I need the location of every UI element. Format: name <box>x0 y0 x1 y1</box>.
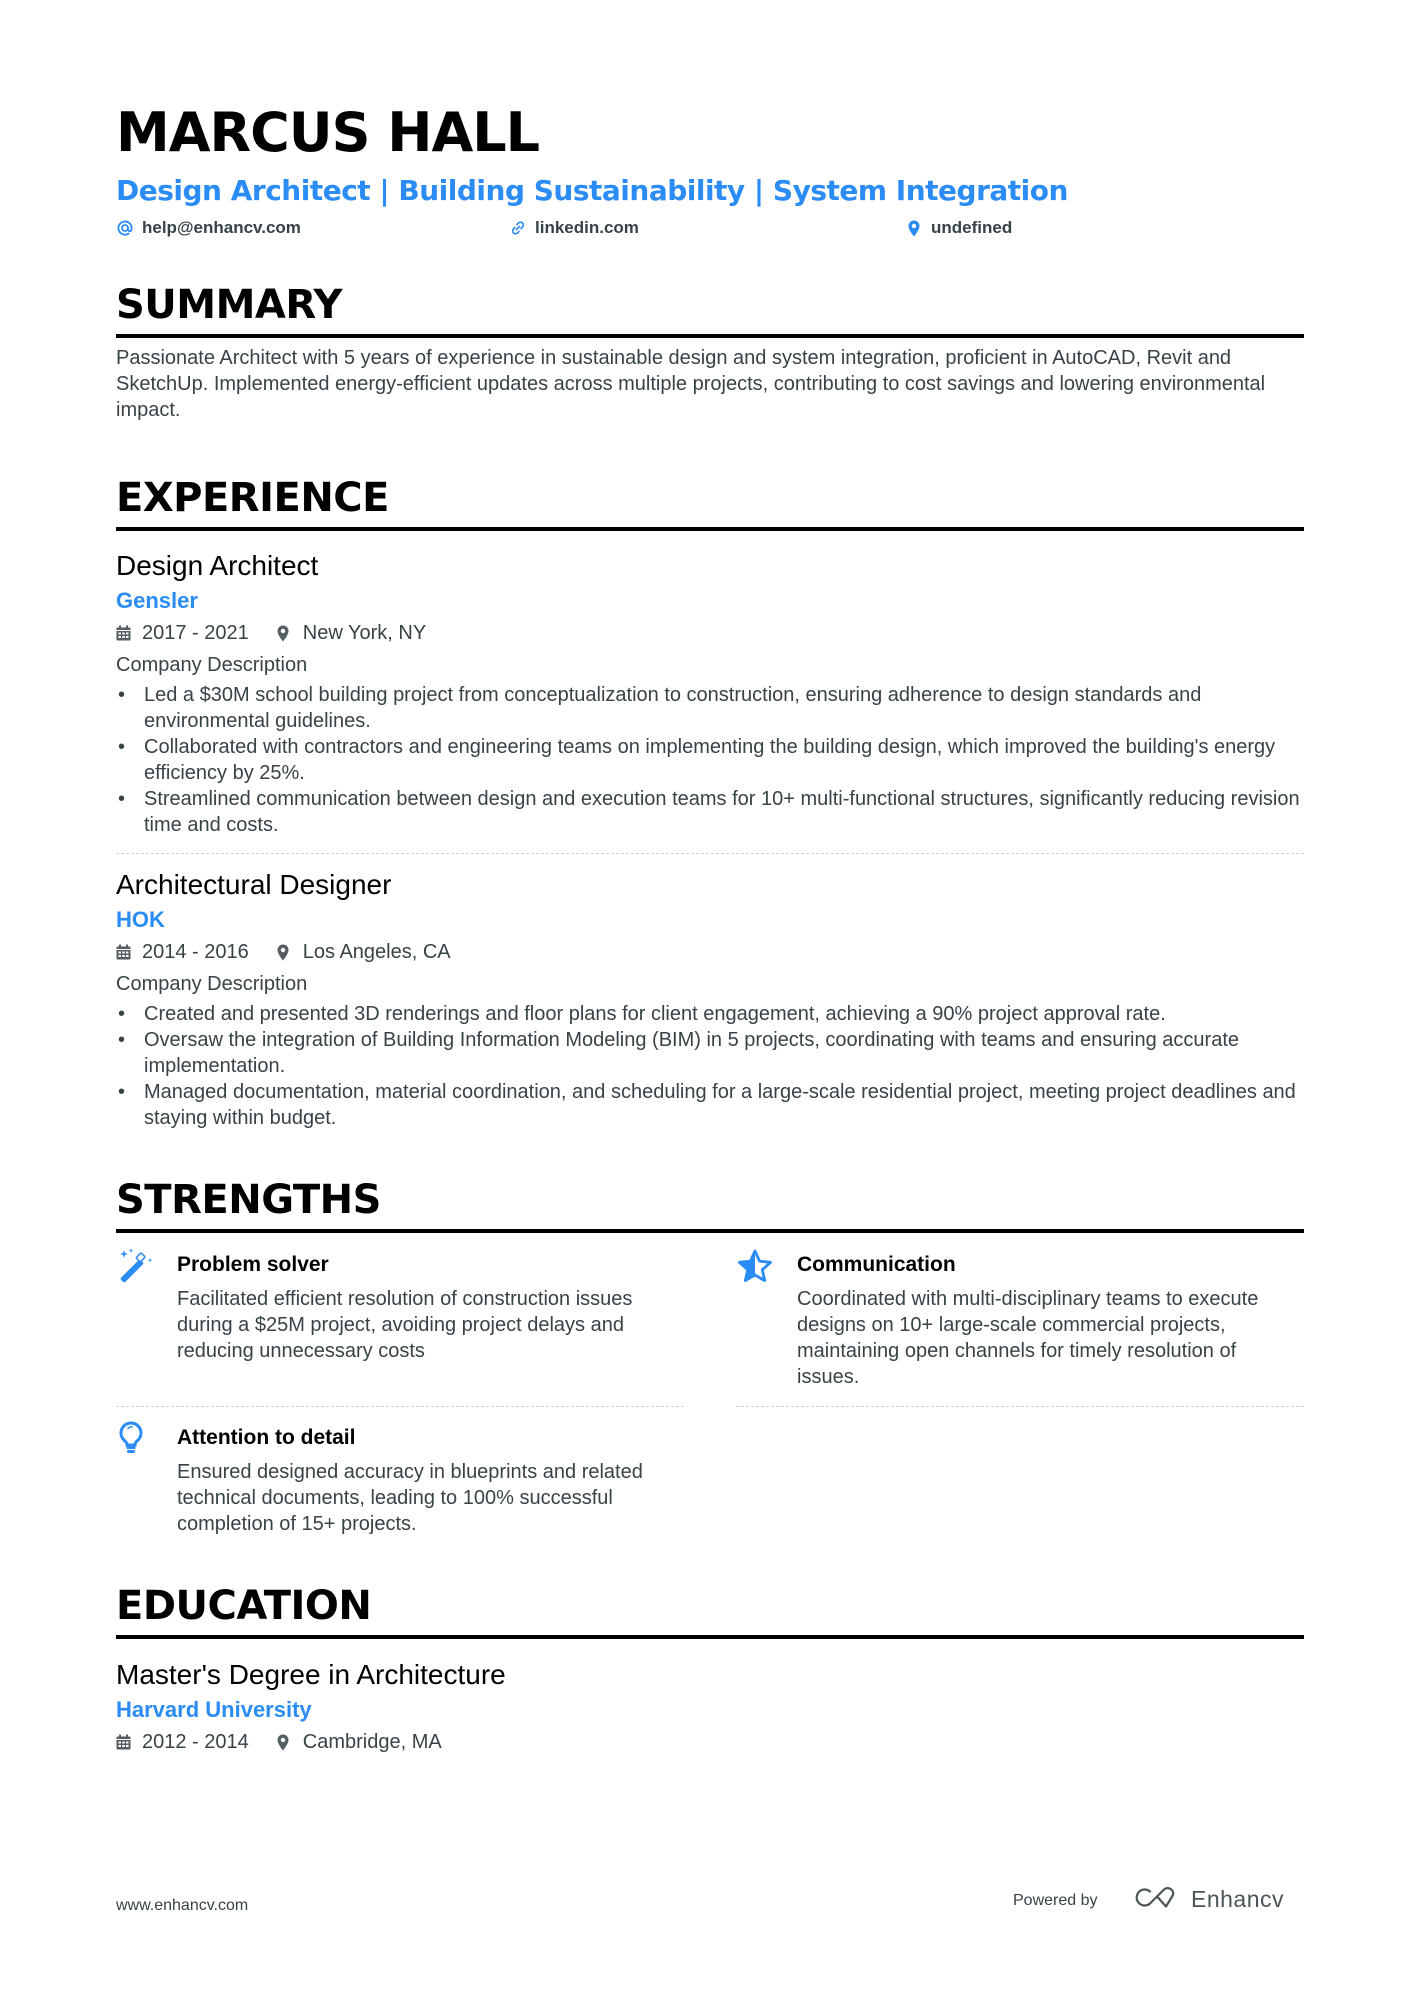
school-name[interactable]: Harvard University <box>116 1697 312 1722</box>
job-location: Los Angeles, CA <box>302 941 451 963</box>
job-meta <box>116 618 1304 648</box>
section-title: STRENGTHS <box>116 1177 381 1223</box>
candidate-name: MARCUS HALL <box>116 101 540 164</box>
bullet-item: • Led a $30M school building project from conceptualization to construction, ensuring adherence to design standards and environmental guidelines. <box>118 684 1202 732</box>
section-title: SUMMARY <box>116 282 342 328</box>
section-rule <box>116 334 1304 338</box>
strength-divider <box>736 1406 1304 1407</box>
contact-location-text: undefined <box>931 218 1013 237</box>
location-pin-icon <box>277 1733 293 1751</box>
calendar-icon <box>116 1733 132 1751</box>
degree-title: Master's Degree in Architecture <box>116 1659 506 1690</box>
job-bullets <box>116 1001 1304 1131</box>
enhancv-logo[interactable] <box>1133 1884 1284 1915</box>
experience-entry <box>116 867 1304 1131</box>
link-icon <box>509 219 527 237</box>
job-dates: 2014 - 2016 <box>142 941 249 963</box>
calendar-icon <box>116 624 132 642</box>
section-title: EXPERIENCE <box>116 475 389 521</box>
bullet-item: • Collaborated with contractors and engineering teams on implementing the building design, which improved the building's energy efficiency by 25%. <box>118 736 1276 784</box>
contact-bar <box>116 218 1304 242</box>
strength-title: Problem solver <box>177 1253 329 1276</box>
at-icon <box>116 219 134 237</box>
job-title: Design Architect <box>116 550 319 581</box>
job-location: New York, NY <box>302 622 427 644</box>
education-meta <box>116 1727 1304 1757</box>
section-rule <box>116 527 1304 531</box>
strength-divider <box>116 1406 684 1407</box>
star-half-icon <box>736 1248 776 1288</box>
enhancv-logo-icon <box>1133 1884 1179 1915</box>
section-strengths-header <box>116 1175 1304 1233</box>
location-pin-icon <box>277 624 293 642</box>
bullet-item: • Managed documentation, material coordination, and scheduling for a large-scale residential project, meeting project deadlines and staying within budget. <box>118 1081 1296 1129</box>
summary-text: Passionate Architect with 5 years of experience in sustainable design and system integration, proficient in AutoCAD, Revit and SketchUp. Implemented energy-efficient updates across multiple projects, contributing to cost savings and lowering environmental impact. <box>116 347 1266 421</box>
section-title: EDUCATION <box>116 1583 372 1629</box>
section-education-header <box>116 1581 1304 1639</box>
lightbulb-icon <box>116 1421 156 1461</box>
job-bullets <box>116 682 1304 838</box>
education-entry <box>116 1657 1304 1757</box>
candidate-headline: Design Architect | Building Sustainability | System Integration <box>116 174 1068 207</box>
company-name[interactable]: Gensler <box>116 588 198 613</box>
strength-description: Ensured designed accuracy in blueprints and related technical documents, leading to 100% successful completion of 15+ projects. <box>177 1461 643 1535</box>
bullet-item: • Streamlined communication between design and execution teams for 10+ multi-functional structures, significantly reducing revision time and costs. <box>118 788 1300 836</box>
company-description: Company Description <box>116 973 308 995</box>
job-dates: 2017 - 2021 <box>142 622 249 644</box>
experience-entry <box>116 548 1304 838</box>
section-experience-header <box>116 473 1304 531</box>
powered-by-label: Powered by <box>1013 1892 1098 1909</box>
contact-email-text: help@enhancv.com <box>142 218 301 237</box>
company-name[interactable]: HOK <box>116 907 165 932</box>
magic-wand-icon <box>116 1248 156 1288</box>
education-location: Cambridge, MA <box>302 1731 442 1753</box>
calendar-icon <box>116 943 132 961</box>
company-description: Company Description <box>116 654 308 676</box>
section-rule <box>116 1229 1304 1233</box>
strength-description: Facilitated efficient resolution of construction issues during a $25M project, avoiding project delays and reducing unnecessary costs <box>177 1288 633 1362</box>
strength-title: Attention to detail <box>177 1426 356 1449</box>
location-pin-icon <box>905 219 923 237</box>
location-pin-icon <box>277 943 293 961</box>
job-title: Architectural Designer <box>116 869 392 900</box>
footer-url[interactable]: www.enhancv.com <box>116 1897 249 1914</box>
strength-description: Coordinated with multi-disciplinary teams to execute designs on 10+ large-scale commercial projects, maintaining open channels for timely resolution of issues. <box>797 1288 1259 1388</box>
section-rule <box>116 1635 1304 1639</box>
contact-linkedin[interactable] <box>509 218 639 238</box>
bullet-item: • Oversaw the integration of Building Information Modeling (BIM) in 5 projects, coordinating with teams and ensuring accurate implementation. <box>118 1029 1240 1077</box>
strength-title: Communication <box>797 1253 956 1276</box>
bullet-item: • Created and presented 3D renderings and floor plans for client engagement, achieving a 90% project approval rate. <box>118 1003 1166 1025</box>
enhancv-wordmark: Enhancv <box>1191 1886 1285 1912</box>
education-dates: 2012 - 2014 <box>142 1731 249 1753</box>
resume-page <box>116 0 1304 1995</box>
contact-linkedin-text: linkedin.com <box>535 218 639 237</box>
contact-email[interactable] <box>116 218 301 238</box>
contact-location <box>905 218 1012 238</box>
job-meta <box>116 937 1304 967</box>
entry-divider <box>116 853 1304 854</box>
section-summary-header <box>116 280 1304 338</box>
